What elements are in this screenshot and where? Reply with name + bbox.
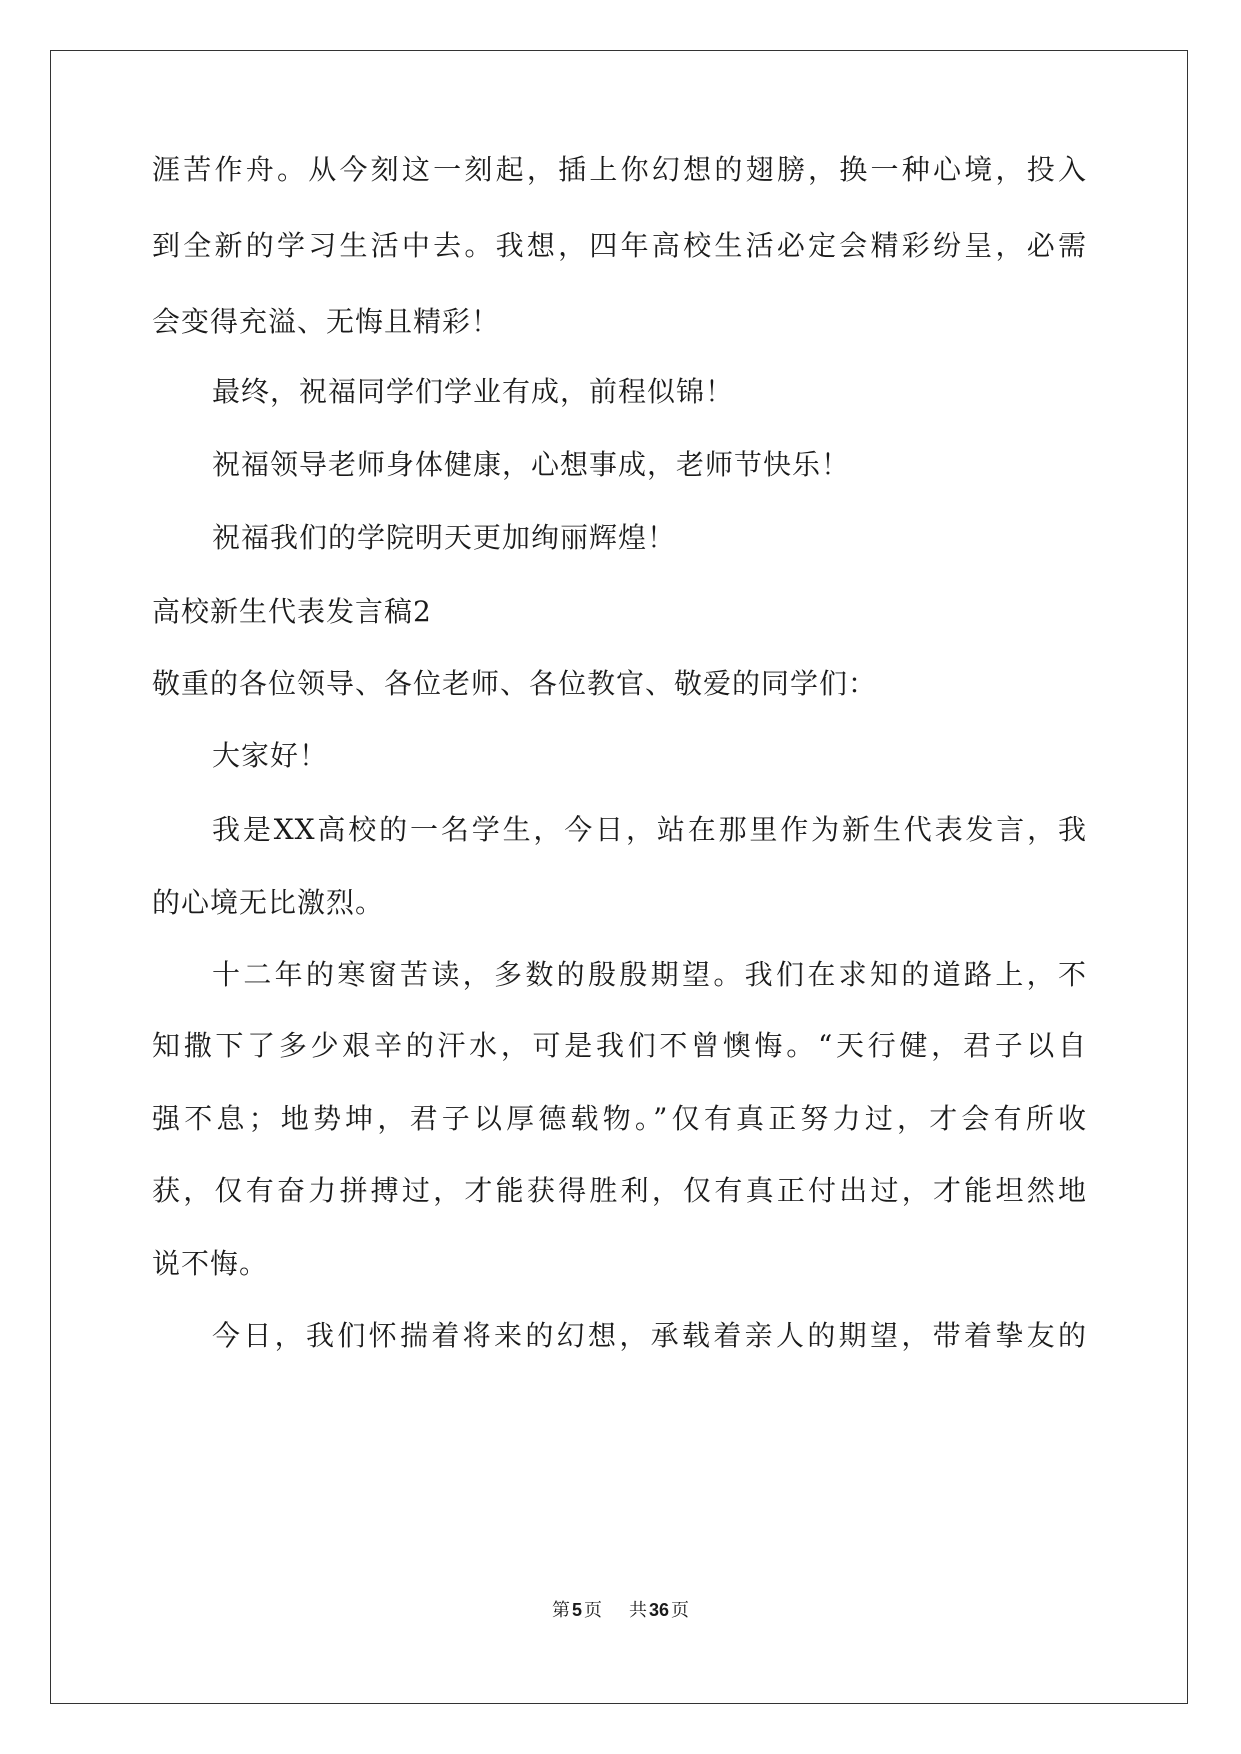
text-line: 会变得充溢、无悔且精彩！ [152, 305, 501, 338]
text-line: 祝福领导老师身体健康，心想事成，老师节快乐！ [212, 448, 851, 481]
text-line: 祝福我们的学院明天更加绚丽辉煌！ [212, 521, 677, 554]
text-line: 强不息；地势坤，君子以厚德载物。”仅有真正努力过，才会有所收 [152, 1102, 1087, 1135]
footer-page-number: 5 [572, 1600, 583, 1620]
page-footer [0, 1598, 1241, 1623]
text-line: 获，仅有奋力拼搏过，才能获得胜利，仅有真正付出过，才能坦然地 [152, 1174, 1087, 1207]
footer-page-unit: 页 [584, 1600, 603, 1621]
footer-total-pages: 36 [648, 1600, 669, 1620]
text-line: 知撒下了多少艰辛的汗水，可是我们不曾懊悔。“天行健，君子以自 [152, 1029, 1087, 1062]
footer-prefix: 第 [552, 1600, 571, 1621]
text-line: 今日，我们怀揣着将来的幻想，承载着亲人的期望，带着挚友的 [212, 1319, 1087, 1352]
text-line: 的心境无比激烈。 [152, 886, 385, 919]
salutation: 敬重的各位领导、各位老师、各位教官、敬爱的同学们： [152, 667, 878, 700]
section-heading: 高校新生代表发言稿2 [152, 595, 432, 628]
page-frame [50, 50, 1188, 1704]
text-line: 我是XX高校的一名学生，今日，站在那里作为新生代表发言，我 [212, 813, 1087, 846]
text-line: 涯苦作舟。从今刻这一刻起，插上你幻想的翅膀，换一种心境，投入 [152, 153, 1087, 186]
text-line: 十二年的寒窗苦读，多数的殷殷期望。我们在求知的道路上，不 [212, 958, 1087, 991]
text-line: 到全新的学习生活中去。我想，四年高校生活必定会精彩纷呈，必需 [152, 229, 1087, 262]
text-line: 最终，祝福同学们学业有成，前程似锦！ [212, 375, 735, 408]
footer-total-prefix: 共 [628, 1600, 647, 1621]
greeting: 大家好！ [212, 739, 329, 772]
footer-total-unit: 页 [670, 1600, 689, 1621]
text-line: 说不悔。 [152, 1247, 269, 1280]
